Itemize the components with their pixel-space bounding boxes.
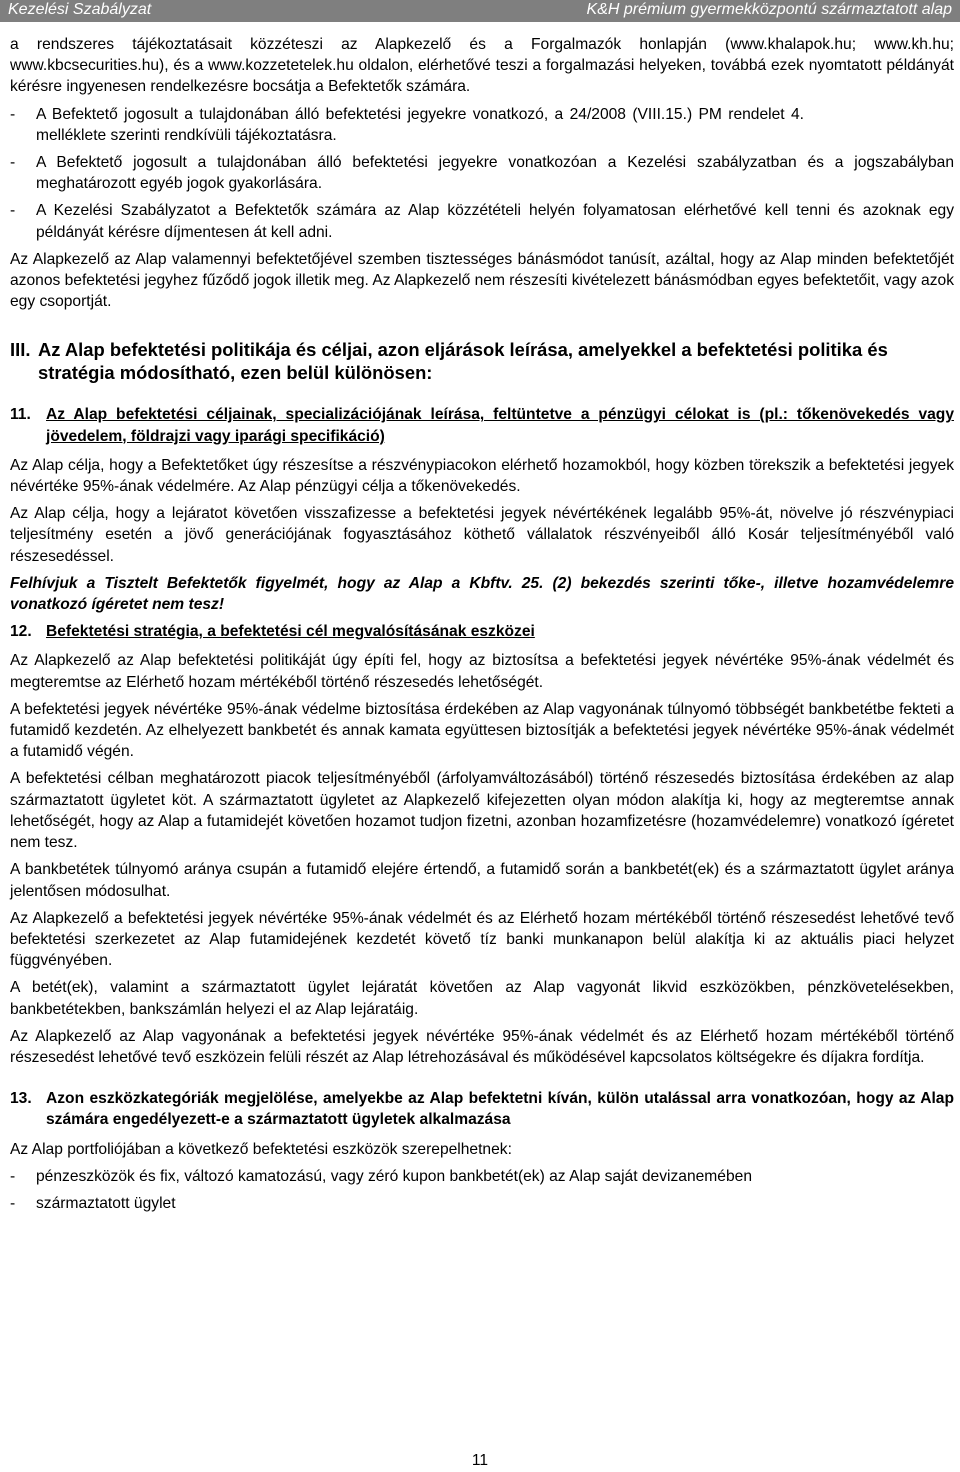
bullet-dash: - (10, 202, 16, 220)
bullet-dash: - (10, 1194, 16, 1212)
rights-bullet (10, 152, 954, 194)
risk-notice: Felhívjuk a Tisztelt Befektetők figyelmét, hogy az Alap a Kbftv. 25. (2) bekezdés szerinti tőke-, illetve hozamvédelemre vonatkozó ígéretet nem tesz! (10, 574, 954, 614)
paragraph: Az Alapkezelő az Alap befektetési politikáját úgy építi fel, hogy az biztosítsa a befektetési jegyek névértéke 95%-ának védelmét és megteremtse az Elérhető hozam mértékéből történő részesedés lehetőségét. (10, 652, 954, 691)
subsection-title: Befektetési stratégia, a befektetési cél megvalósításának eszközei (46, 623, 535, 641)
page-content (10, 34, 954, 1220)
paragraph: A befektetési célban meghatározott piacok teljesítményéből (árfolyamváltozásából) történő részesedés biztosítása érdekében az alap származtatott ügyletet köt. A származtatott ügyletet az Alapkezelő kifejezetten olyan módon alakítja ki, hogy az megteremtse annak lehetőségét, hogy az Alap a futamidejét követően hozamot tudjon fizetni, azonban hozamfizetésre (hozamvédelemre) vonatkozó ígéretet nem tesz. (10, 770, 954, 852)
subsection-number: 11. (10, 406, 31, 424)
bullet-text: A Kezelési Szabályzatot a Befektetők számára az Alap közzétételi helyén folyamatosan elérhetővé kell tenni és azoknak egy példányát kérésre díjmentesen át kell adni. (36, 202, 954, 241)
asset-bullet (10, 1193, 954, 1214)
section-title: Az Alap befektetési politikája és céljai, azon eljárások leírása, amelyekkel a befektetési politika és stratégia módosítható, ezen belül különösen: (38, 339, 888, 384)
bullet-dash: - (10, 1167, 16, 1185)
paragraph: A betét(ek), valamint a származtatott ügylet lejáratát követően az Alap vagyonát likvid eszközökben, pénzkövetelésekben, bankbetétekben, bankszámlán helyezi el az Alap lejáratáig. (10, 979, 954, 1018)
paragraph: Az Alap célja, hogy a Befektetőket úgy részesítse a részvénypiacokon elérhető hozamokból, hogy közben törekszik a befektetési jegyek névértéke 95%-ának védelmére. Az Alap pénzügyi célja a tőkenövekedés. (10, 456, 954, 496)
document-title: Kezelési Szabályzat (8, 1, 152, 18)
bullet-text: A Befektető jogosult a tulajdonában álló befektetési jegyekre vonatkozó, a 24/2008 (VIII.15.) PM rendelet 4. melléklete szerinti rendkívüli tájékoztatásra. (36, 105, 804, 144)
running-header (0, 0, 960, 22)
asset-bullet (10, 1166, 954, 1187)
subsection-heading (10, 621, 954, 642)
subsection-title: Azon eszközkategóriák megjelölése, amelyekbe az Alap befektetni kíván, külön utalással arra vonatkozóan, hogy az Alap számára engedélyezett-e a származtatott ügyletek alkalmazása (46, 1090, 954, 1129)
subsection-title: Az Alap befektetési céljainak, specializációjának leírása, feltüntetve a pénzügyi célokat is (pl.: tőkenövekedés vagy jövedelem, földrajzi vagy iparági specifikáció) (46, 406, 954, 445)
fair-treatment-paragraph: Az Alapkezelő az Alap valamennyi befektetőjével szemben tisztességes bánásmódot tanúsít, azáltal, hogy az Alap minden befektetőjét azonos befektetési jegyhez fűződő jogok illetik meg. Az Alapkezelő nem részesíti kivételezett bánásmódban egyes befektetőit, vagy azok egy csoportját. (10, 250, 954, 311)
subsection-number: 12. (10, 623, 32, 641)
subsection-number: 13. (10, 1090, 32, 1108)
bullet-text: származtatott ügylet (36, 1194, 176, 1212)
rights-bullet (10, 104, 954, 146)
paragraph: A bankbetétek túlnyomó aránya csupán a futamidő elejére értendő, a futamidő során a bankbetét(ek) és a származtatott ügylet aránya jelentősen módosulhat. (10, 861, 954, 900)
bullet-text: A Befektető jogosult a tulajdonában álló befektetési jegyekre vonatkozóan a Kezelési szabályzatban és a jogszabályban meghatározott egyéb jogok gyakorlására. (36, 154, 954, 193)
subsection-heading (10, 1088, 954, 1130)
paragraph: Az Alapkezelő az Alap vagyonának a befektetési jegyek névértéke 95%-ának védelmét és az Elérhető hozam mértékéből történő részesedést lehetővé tevő eszközein felüli részét az Alap létrehozásával és működésével kapcsolatos költségekre és díjakra fordítja. (10, 1027, 954, 1066)
bullet-text: pénzeszközök és fix, változó kamatozású, vagy zéró kupon bankbetét(ek) az Alap saját devizanemében (36, 1167, 752, 1185)
bullet-dash: - (10, 154, 16, 172)
paragraph: Az Alapkezelő a befektetési jegyek névértéke 95%-ának védelmét és az Elérhető hozam mértékéből történő részesedést lehetővé tevő befektetési szerkezetet az Alap futamidejének kezdetét követő tíz banki munkanapon belül alakítja ki az aktuális piaci helyzet függvényében. (10, 909, 954, 970)
fund-name: K&H prémium gyermekközpontú származtatott alap (586, 1, 952, 18)
rights-bullet (10, 200, 954, 242)
section-number: III. (10, 339, 31, 361)
paragraph: Az Alap portfoliójában a következő befektetési eszközök szerepelhetnek: (10, 1140, 512, 1158)
paragraph: A befektetési jegyek névértéke 95%-ának védelme biztosítása érdekében az Alap vagyonának túlnyomó többségét bankbetétbe fekteti a futamidő kezdetén. Az elhelyezett bankbetét és annak kamata együttesen biztosítják a befektetési jegyek névértéke 95%-ának védelmét a futamidő végén. (10, 700, 954, 761)
subsection-heading (10, 404, 954, 446)
intro-paragraph: a rendszeres tájékoztatásait közzéteszi az Alapkezelő és a Forgalmazók honlapján (www.khalapok.hu; www.kh.hu; www.kbcsecurities.hu), és a www.kozzetetelek.hu oldalon, elérhetővé teszi a forgalmazási helyeken, továbbá ezek nyomtatott példányát kérésre ingyenesen rendelkezésre bocsátja a Befektetők számára. (10, 36, 954, 96)
bullet-dash: - (10, 105, 16, 123)
section-heading (10, 338, 954, 384)
page-number: 11 (471, 1452, 489, 1469)
paragraph: Az Alap célja, hogy a lejáratot követően visszafizesse a befektetési jegyek névértékének legalább 95%-át, növelve jó részvénypiaci teljesítmény esetén a jövő generációjának fogyasztásához köthető vállalatok részvényeiből álló Kosár teljesítményéből való részesedéssel. (10, 505, 954, 565)
